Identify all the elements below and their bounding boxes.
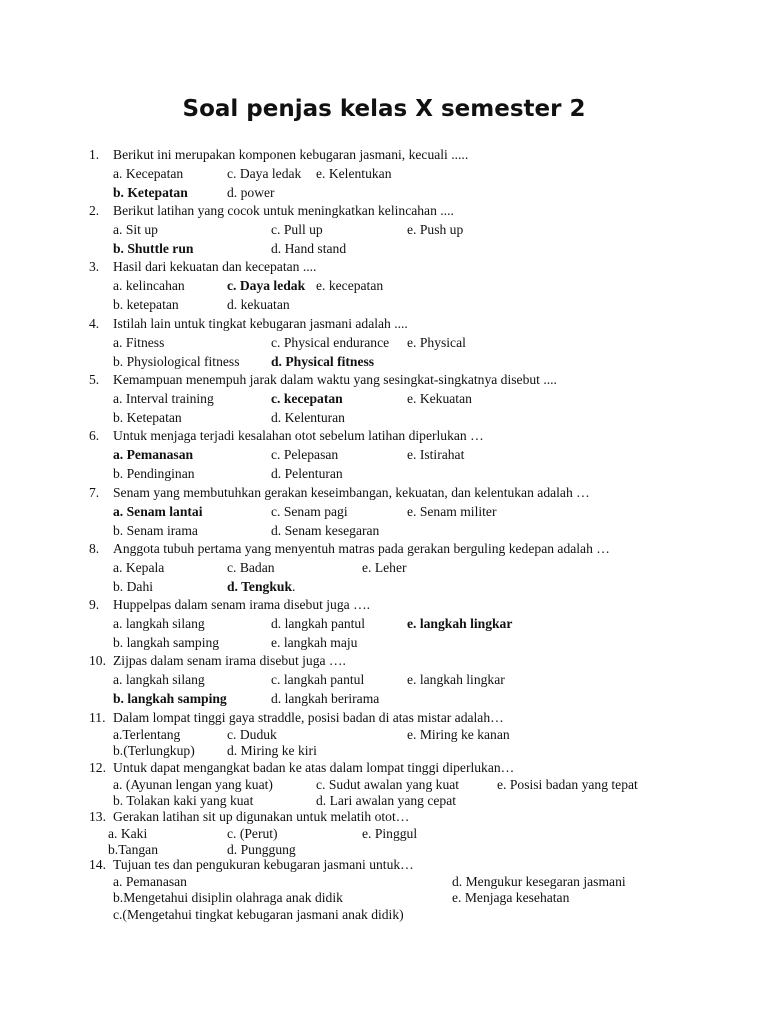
answer-option-label: d. Mengukur kesegaran jasmani <box>452 873 626 889</box>
answer-option <box>407 390 472 409</box>
answer-option <box>113 742 195 761</box>
answer-option-label: a. (Ayunan lengan yang kuat) <box>113 776 273 792</box>
answer-option <box>316 165 392 184</box>
answer-option-label: d. Lari awalan yang cepat <box>316 793 457 809</box>
answer-option-correct <box>271 353 374 372</box>
answer-option-label: c. Pelepasan <box>271 446 339 462</box>
answer-option-label: c. Pull up <box>271 221 323 237</box>
answer-option-label: e. Posisi badan yang tepat <box>497 776 638 792</box>
answer-option <box>227 165 301 184</box>
answer-option-label: c. Duduk <box>227 726 277 742</box>
question-number: 4. <box>89 316 100 331</box>
question-text: Anggota tubuh pertama yang menyentuh matras pada gerakan berguling kedepan adalah … <box>113 541 610 556</box>
answer-option <box>271 240 346 259</box>
answer-option-correct <box>407 615 512 634</box>
answer-option-label: b. Ketepatan <box>113 184 188 200</box>
answer-option-label: d. Punggung <box>227 842 296 858</box>
answer-option-label: d. Senam kesegaran <box>271 522 380 538</box>
answer-option-correct <box>271 390 343 409</box>
question-text: Gerakan latihan sit up digunakan untuk melatih otot… <box>113 809 410 824</box>
question-text: Senam yang membutuhkan gerakan keseimbangan, kekuatan, dan kelentukan adalah … <box>113 485 590 500</box>
question-number: 3. <box>89 259 100 274</box>
answer-option-label: e. kecepatan <box>316 277 384 293</box>
answer-option-label: c. langkah pantul <box>271 671 365 687</box>
question-text: Dalam lompat tinggi gaya straddle, posisi badan di atas mistar adalah… <box>113 710 504 725</box>
answer-option-label: b. Pendinginan <box>113 465 195 481</box>
answer-option <box>113 221 158 240</box>
answer-option-label: b. Tolakan kaki yang kuat <box>113 793 254 809</box>
question-number: 12. <box>89 760 106 775</box>
answer-option-label: a. Kecepatan <box>113 165 184 181</box>
answer-option-suffix: . <box>292 578 296 594</box>
question-number: 10. <box>89 653 106 668</box>
answer-option-label: b.Tangan <box>108 842 159 858</box>
answer-option <box>271 615 365 634</box>
answer-option <box>113 906 404 925</box>
answer-option <box>407 503 496 522</box>
answer-option <box>227 559 275 578</box>
answer-option <box>271 522 379 541</box>
answer-option-label: e. langkah maju <box>271 634 358 650</box>
answer-option <box>407 671 505 690</box>
answer-option <box>407 446 464 465</box>
answer-option-label: e. Senam militer <box>407 503 497 519</box>
answer-option <box>113 465 195 484</box>
question-number: 5. <box>89 372 100 387</box>
answer-option <box>113 578 153 597</box>
answer-option <box>113 522 198 541</box>
question-text: Untuk dapat mengangkat badan ke atas dalam lompat tinggi diperlukan… <box>113 760 515 775</box>
answer-option-correct <box>113 446 193 465</box>
answer-option-label: e. langkah lingkar <box>407 671 505 687</box>
answer-option-label: d. langkah berirama <box>271 690 380 706</box>
answer-option <box>113 165 183 184</box>
answer-option-label: d. power <box>227 184 275 200</box>
answer-option <box>271 690 379 709</box>
answer-option <box>113 334 164 353</box>
answer-option-label: b. Dahi <box>113 578 154 594</box>
question-text: Hasil dari kekuatan dan kecepatan .... <box>113 259 317 274</box>
answer-option-label: b. ketepatan <box>113 296 179 312</box>
question-text: Untuk menjaga terjadi kesalahan otot sebelum latihan diperlukan … <box>113 428 484 443</box>
answer-option-label: c. Physical endurance <box>271 334 390 350</box>
answer-option-label: d. Pelenturan <box>271 465 343 481</box>
question-number: 11. <box>89 710 106 725</box>
answer-option-label: e. Menjaga kesehatan <box>452 890 570 906</box>
answer-option-label: c. Daya ledak <box>227 277 306 293</box>
answer-option-correct <box>113 184 188 203</box>
question-number: 8. <box>89 541 100 556</box>
answer-option-correct <box>113 503 203 522</box>
answer-option <box>407 334 466 353</box>
answer-option-label: c. Daya ledak <box>227 165 302 181</box>
answer-option <box>362 559 407 578</box>
answer-option-label: d. Kelenturan <box>271 409 345 425</box>
answer-option-label: d. Hand stand <box>271 240 347 256</box>
answer-option <box>271 221 323 240</box>
answer-option-correct <box>227 578 295 597</box>
answer-option-label: a. Kaki <box>108 825 148 841</box>
answer-option-label: b. langkah samping <box>113 634 220 650</box>
answer-option <box>113 277 185 296</box>
answer-option-correct <box>227 277 305 296</box>
answer-option-label: c. Badan <box>227 559 275 575</box>
answer-option-label: a. langkah silang <box>113 615 205 631</box>
answer-option <box>113 559 164 578</box>
answer-option-label: e. Kekuatan <box>407 390 472 406</box>
answer-option-label: a.Terlentang <box>113 726 181 742</box>
question-text: Berikut ini merupakan komponen kebugaran jasmani, kecuali ..... <box>113 147 469 162</box>
answer-option <box>497 776 638 795</box>
answer-option-label: a. Kepala <box>113 559 165 575</box>
answer-option <box>271 671 364 690</box>
answer-option-label: e. Kelentukan <box>316 165 392 181</box>
answer-option <box>271 634 357 653</box>
answer-option-label: b. Physiological fitness <box>113 353 240 369</box>
answer-option-label: e. langkah lingkar <box>407 615 513 631</box>
answer-option-label: a. Senam lantai <box>113 503 203 519</box>
answer-option-label: a. Pemanasan <box>113 873 187 889</box>
answer-option-label: c. Sudut awalan yang kuat <box>316 776 460 792</box>
answer-option <box>227 296 290 315</box>
question-text: Berikut latihan yang cocok untuk meningkatkan kelincahan .... <box>113 203 454 218</box>
answer-option <box>407 726 510 745</box>
answer-option <box>271 446 338 465</box>
question-number: 7. <box>89 485 100 500</box>
answer-option <box>271 409 345 428</box>
answer-option-correct <box>113 690 227 709</box>
answer-option-label: b. Senam irama <box>113 522 198 538</box>
answer-option-label: b. langkah samping <box>113 690 227 706</box>
answer-option-label: b.Mengetahui disiplin olahraga anak didik <box>113 890 343 906</box>
answer-option-label: c. (Perut) <box>227 825 278 841</box>
answer-option-label: d. Tengkuk <box>227 578 293 594</box>
answer-option-label: e. Push up <box>407 221 464 237</box>
answer-option <box>113 296 179 315</box>
question-number: 6. <box>89 428 100 443</box>
answer-option <box>407 221 463 240</box>
answer-option <box>452 889 569 908</box>
answer-option <box>113 390 214 409</box>
question-text: Huppelpas dalam senam irama disebut juga …. <box>113 597 371 612</box>
answer-option-label: e. Physical <box>407 334 466 350</box>
answer-option <box>271 334 389 353</box>
answer-option-label: a. Sit up <box>113 221 158 237</box>
answer-option-label: b. Shuttle run <box>113 240 194 256</box>
question-text: Tujuan tes dan pengukuran kebugaran jasmani untuk… <box>113 857 414 872</box>
answer-option <box>227 184 275 203</box>
answer-option-label: c. Senam pagi <box>271 503 348 519</box>
question-number: 1. <box>89 147 100 162</box>
answer-option-correct <box>113 240 193 259</box>
answer-option-label: a. Pemanasan <box>113 446 194 462</box>
answer-option-label: b. Ketepatan <box>113 409 182 425</box>
answer-option-label: e. Istirahat <box>407 446 465 462</box>
answer-option <box>113 615 205 634</box>
question-text: Kemampuan menempuh jarak dalam waktu yang sesingkat-singkatnya disebut .... <box>113 372 557 387</box>
answer-option-label: e. Pinggul <box>362 825 418 841</box>
answer-option-label: d. kekuatan <box>227 296 290 312</box>
answer-option-label: d. langkah pantul <box>271 615 366 631</box>
answer-option-label: e. Leher <box>362 559 407 575</box>
answer-option <box>227 742 317 761</box>
answer-option-label: c. kecepatan <box>271 390 343 406</box>
page-title: Soal penjas kelas X semester 2 <box>182 96 586 122</box>
answer-option <box>271 503 348 522</box>
answer-option <box>113 409 182 428</box>
answer-option-label: b.(Terlungkup) <box>113 743 195 759</box>
answer-option-label: e. Miring ke kanan <box>407 726 510 742</box>
answer-option-label: c.(Mengetahui tingkat kebugaran jasmani anak didik) <box>113 906 404 922</box>
question-number: 13. <box>89 809 106 824</box>
answer-option-label: a. Interval training <box>113 390 214 406</box>
answer-option-label: a. kelincahan <box>113 277 185 293</box>
answer-option <box>113 353 240 372</box>
answer-option <box>362 825 417 844</box>
question-number: 14. <box>89 857 106 872</box>
answer-option-label: a. Fitness <box>113 334 165 350</box>
answer-option <box>113 671 205 690</box>
answer-option <box>316 277 383 296</box>
answer-option <box>113 634 219 653</box>
question-number: 9. <box>89 597 100 612</box>
answer-option-label: d. Miring ke kiri <box>227 743 317 759</box>
answer-option <box>271 465 343 484</box>
question-text: Zijpas dalam senam irama disebut juga …. <box>113 653 346 668</box>
answer-option-label: a. langkah silang <box>113 671 205 687</box>
question-number: 2. <box>89 203 100 218</box>
question-text: Istilah lain untuk tingkat kebugaran jasmani adalah .... <box>113 316 408 331</box>
answer-option-label: d. Physical fitness <box>271 353 375 369</box>
